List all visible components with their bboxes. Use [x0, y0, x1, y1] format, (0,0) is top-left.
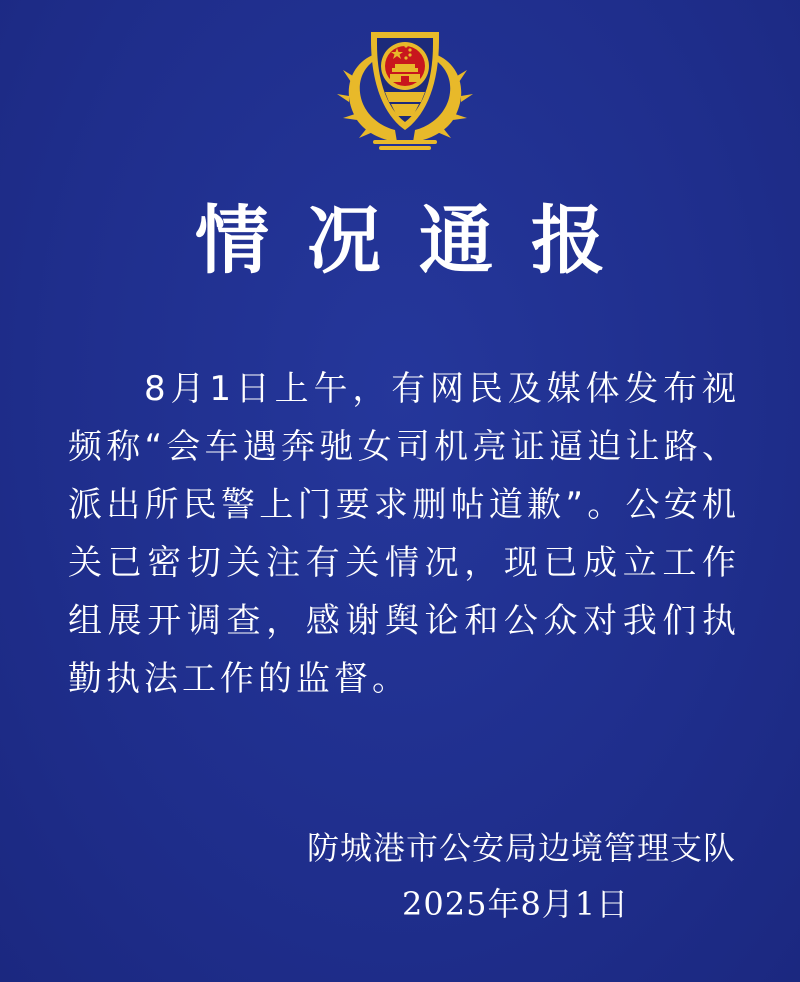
- notice-body: 8月1日上午，有网民及媒体发布视频称“会车遇奔驰女司机亮证逼迫让路、派出所民警上门要求删帖道歉”。公安机关已密切关注有关情况，现已成立工作组展开调查，感谢舆论和公众对我们执勤执法工作的监督。: [68, 369, 740, 699]
- issue-date: 2025年8月1日: [402, 885, 630, 923]
- police-emblem-icon: [335, 12, 475, 157]
- page-title: 情况通报: [195, 198, 643, 284]
- issuing-authority: 防城港市公安局边境管理支队: [306, 829, 736, 867]
